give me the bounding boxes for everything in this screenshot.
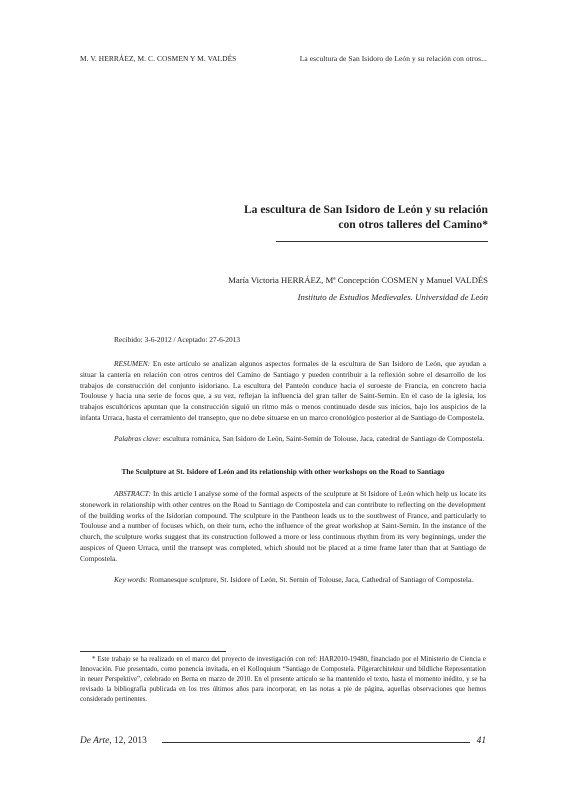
- resumen-paragraph: [80, 359, 486, 424]
- page-number: 41: [476, 736, 486, 746]
- article-title-line-2: con otros talleres del Camino*: [338, 217, 488, 231]
- author-institution: Instituto de Estudios Medievales. Universidad de León: [297, 292, 488, 302]
- keywords-text: Romanesque sculpture, St. Isidore of León, St. Sernin of Tolouse, Jaca, Cathedral of Santiago of Compostela.: [149, 575, 474, 584]
- article-authors: María Victoria HERRÁEZ, Mª Concepción COSMEN y Manuel VALDÉS: [228, 275, 488, 285]
- abstract-paragraph: [80, 489, 486, 565]
- resumen-text: En este artículo se analizan algunos aspectos formales de la escultura de San Isidoro de León, que ayudan a situar la cantería en relación con otros centros del Camino de Santiago y pueden contribuir a la reflexión sobre el desarrollo de los trabajos de construcción del conjunto isidoriano. La escultura del Panteón conduce hacia el suroeste de Francia, en concreto hacia Toulouse y hacia una serie de focos que, a su vez, reflejan la influencia del gran taller de Saint-Semin. En el caso de la iglesia, los trabajos escultóricos apuntan que la construcción siguió un ritmo más o menos continuado desde sus inicios, bajo los auspicios de la infanta Urraca, hasta el cerramiento del transepto, que no debe situarse en un marco cronológico posterior al de Santiago de Compostela.: [80, 359, 486, 422]
- running-head-authors: M. V. HERRÁEZ, M. C. COSMEN Y M. VALDÉS: [80, 54, 237, 63]
- page-footer: [80, 736, 486, 750]
- running-head-title: La escultura de San Isidoro de León y su relación con otros...: [299, 54, 487, 63]
- resumen-label: RESUMEN:: [114, 359, 151, 368]
- footnote: [80, 655, 486, 705]
- article-title-line-1: La escultura de San Isidoro de León y su relación: [243, 203, 488, 216]
- journal-issue: , 12, 2013: [109, 736, 147, 746]
- footer-divider: [162, 742, 470, 743]
- journal-name: De Arte: [80, 736, 110, 746]
- palabras-clave-label: Palabras clave:: [114, 434, 161, 443]
- journal-citation: [80, 736, 147, 746]
- english-title: The Sculpture at St. Isidore of León and its relationship with other workshops on the Road to Santiago: [121, 467, 445, 476]
- palabras-clave-text: escultura románica, San Isidoro de León, Saint-Semin de Tolouse, Jaca, catedral de Santiago de Compostela.: [162, 434, 485, 443]
- title-divider: [276, 241, 488, 242]
- palabras-clave-paragraph: [80, 434, 486, 445]
- abstract-label: ABSTRACT:: [114, 489, 151, 498]
- received-accepted-dates: Recibido: 3-6-2012 / Aceptado: 27-6-2013: [114, 335, 241, 344]
- keywords-paragraph: [80, 575, 486, 586]
- keywords-label: Key words:: [114, 575, 148, 584]
- footnote-text: * Este trabajo se ha realizado en el marco del proyecto de investigación con ref: HAR2010-19480, financiado por el Ministerio de Ciencia e Innovación. Fue presentado, como ponencia invitada, en el Kolloquium “Santiago de Compostela. Pilgerarchitektur und bildliche Representation in neuer Perspektive”, celebrado en Berna en marzo de 2010. En el presente artículo se ha mantenido el texto, hasta el momento inédito, y se ha revisado la bibliografía publicada en los tres últimos años para incorporar, en las notas a pie de página, aquellas observaciones que hemos considerado pertinentes.: [80, 656, 486, 703]
- footnote-divider: [80, 651, 226, 652]
- abstract-text: In this article I analyse some of the formal aspects of the sculpture at St Isidore of León which help us locate its stonework in relationship with other centres on the Road to Santiago de Compostela and can contribute to reflecting on the development of the building works of the Isidorian compound. The sculpture in the Pantheon leads us to the southwest of France, and particularly to Toulouse and a number of focuses which, on their turn, echo the influence of the great workshop at Saint-Sernin. In the instance of the church, the sculpture works suggest that its construction followed a more or less continuous rhythm from its very beginnings, under the auspices of Queen Urraca, until the transept was completed, which should not be placed at a time frame later than that at Santiago de Compostela.: [80, 489, 486, 563]
- article-title: [150, 203, 488, 232]
